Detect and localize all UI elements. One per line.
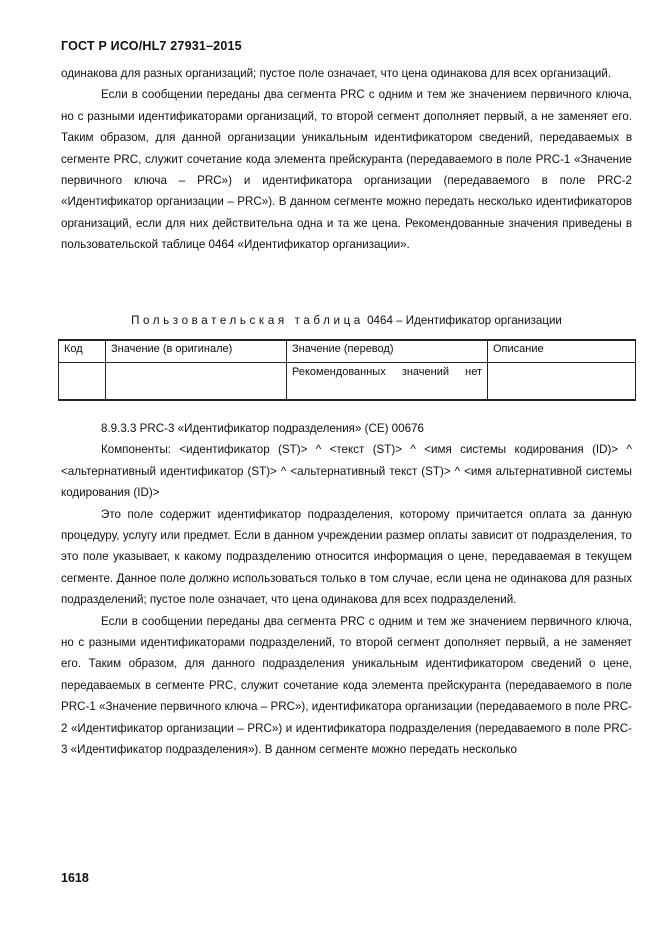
table-cell-code (59, 363, 106, 401)
paragraph-department-description: Это поле содержит идентификатор подразделения, которому причитается оплата за данную процедуру, услугу или предмет. Если в данном учреждении размер оплаты зависит от подразделения, то это поле указывает, к какому подразделению относится информация о цене, передаваемая в текущем сегменте. Данное поле должно использоваться только в том случае, если цена не одинакова для разных подразделений; пустое поле означает, что цена одинакова для всех подразделений. (61, 507, 632, 607)
organization-id-table (58, 339, 636, 401)
table-header-row (59, 340, 636, 363)
table-header-description: Описание (488, 340, 636, 363)
text-block-organization (61, 63, 632, 256)
paragraph-department-key: Если в сообщении переданы два сегмента PRC с одним и тем же значением первичного ключа, но с разными идентификаторами подразделений, то второй сегмент дополняет первый, а не заменяет его. Таким образом, для данного подразделения уникальным идентификатором сведений о цене, передаваемых в сегменте PRC, служит сочетание кода элемента прейскуранта (передаваемого в поле PRC-1 «Значение первичного ключа – PRC»), идентификатора организации (передаваемого в поле PRC-2 «Идентификатор организации – PRC») и идентификатора подразделения (передаваемого в поле PRC-3 «Идентификатор подразделения»). В данном сегменте можно передать несколько (61, 614, 632, 757)
table-header-translation: Значение (перевод) (287, 340, 488, 363)
table-header-original: Значение (в оригинале) (106, 340, 287, 363)
text-block-department (61, 418, 632, 761)
document-header: ГОСТ Р ИСО/HL7 27931–2015 (61, 39, 242, 53)
table-cell-original (106, 363, 287, 401)
table-cell-description (488, 363, 636, 401)
table-caption-title: 0464 – Идентификатор организации (367, 314, 562, 327)
table-cell-translation: Рекомендованных значений нет (287, 363, 488, 401)
paragraph-continuation: одинакова для разных организаций; пустое поле означает, что цена одинакова для всех организаций. (61, 67, 612, 80)
table-caption (61, 314, 632, 327)
table-header-code: Код (59, 340, 106, 363)
page-number: 1618 (61, 871, 89, 885)
section-heading: 8.9.3.3 PRC-3 «Идентификатор подразделения» (CE) 00676 (101, 422, 424, 435)
paragraph-organization-key: Если в сообщении переданы два сегмента PRC с одним и тем же значением первичного ключа, но с разными идентификаторами организаций, то второй сегмент дополняет первый, а не заменяет его. Таким образом, для данной организации уникальным идентификатором сведений, передаваемых в сегменте PRC, служит сочетание кода элемента прейскуранта (передаваемого в поле PRC-1 «Значение первичного ключа – PRC») и идентификатора организации (передаваемого в поле PRC-2 «Идентификатор организации – PRC»). В данном сегменте можно передать несколько идентификаторов организаций, если для них действительна одна и та же цена. Рекомендованные значения приведены в пользовательской таблице 0464 «Идентификатор организации». (61, 88, 632, 252)
table-caption-prefix: Пользовательская таблица (131, 314, 364, 327)
paragraph-components: Компоненты: <идентификатор (ST)> ^ <текст (ST)> ^ <имя системы кодирования (ID)> ^ <альтернативный идентификатор (ST)> ^ <альтернативный текст (ST)> ^ <имя альтернативной системы кодирования (ID)> (61, 443, 632, 500)
table-row (59, 363, 636, 401)
